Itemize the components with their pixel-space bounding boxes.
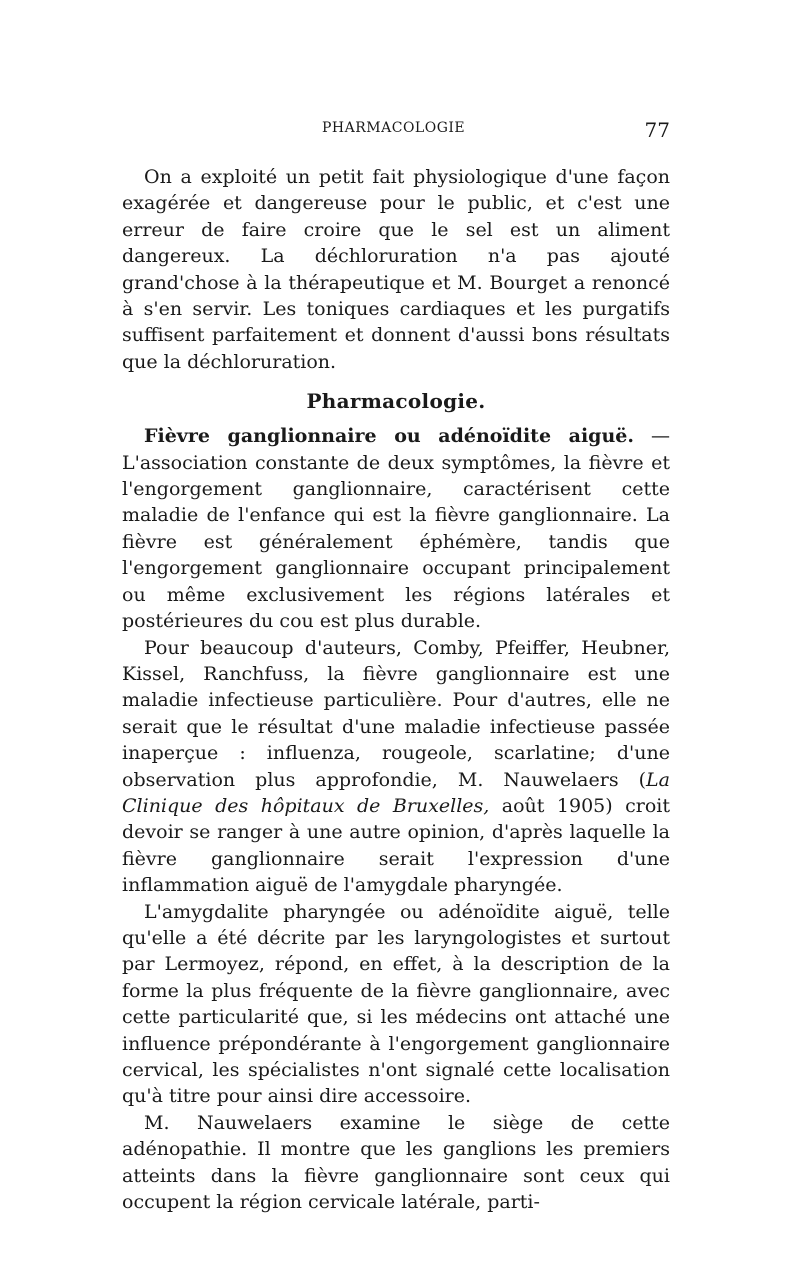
journal-title: La Clinique des hôpitaux de Bruxelles,	[122, 768, 670, 817]
running-head	[122, 118, 670, 144]
article-paragraph-2-text-b: août 1905) croit devoir se ranger à une autre opinion, d'après laquelle la fièvre ganglionnaire serait l'expression d'une inflammation aiguë de l'amygdale pharyngée.	[122, 794, 670, 897]
section-heading: Pharmacologie.	[306, 389, 486, 414]
article-subtitle: Fièvre ganglionnaire ou adénoïdite aiguë.	[144, 425, 634, 448]
article-paragraph-3: L'amygdalite pharyngée ou adénoïdite aiguë, telle qu'elle a été décrite par les laryngologistes et surtout par Lermoyez, répond, en effet, à la description de la forme la plus fréquente de la fièvre ganglionnaire, avec cette particularité que, si les médecins ont attaché une influence prépondérante à l'engorgement ganglionnaire cervical, les spécialistes n'ont signalé cette localisation qu'à titre pour ainsi dire accessoire.	[122, 900, 670, 1108]
article-paragraph-1-text: — L'association constante de deux symptômes, la fièvre et l'engorgement ganglionnaire, caractérisent cette maladie de l'enfance qui est la fièvre ganglionnaire. La fièvre est généralement éphémère, tandis que l'engorgement ganglionnaire occupant principalement ou même exclusivement les régions latérales et postérieures du cou est plus durable.	[122, 425, 670, 633]
article-paragraph-4: M. Nauwelaers examine le siège de cette adénopathie. Il montre que les ganglions les premiers atteints dans la fièvre ganglionnaire sont ceux qui occupent la région cervicale latérale, parti-	[122, 1111, 670, 1214]
intro-paragraph: On a exploité un petit fait physiologique d'une façon exagérée et dangereuse pour le public, et c'est une erreur de faire croire que le sel est un aliment dangereux. La déchloruration n'a pas ajouté grand'chose à la thérapeutique et M. Bourget a renoncé à s'en servir. Les toniques cardiaques et les purgatifs suffisent parfaitement et donnent d'aussi bons résultats que la déchloruration.	[122, 166, 670, 373]
article-paragraph-2	[122, 635, 670, 899]
article-paragraph-1	[122, 423, 670, 634]
page-number: 77	[644, 118, 670, 142]
page	[122, 118, 670, 1215]
article-paragraph-2-text-a: Pour beaucoup d'auteurs, Comby, Pfeiffer, Heubner, Kissel, Ranchfuss, la fièvre ganglionnaire est une maladie infectieuse particulière. Pour d'autres, elle ne serait que le résultat d'une maladie infectieuse passée inaperçue : influenza, rougeole, scarlatine; d'une observation plus approfondie, M. Nauwelaers (	[122, 636, 670, 791]
running-title: PHARMACOLOGIE	[322, 120, 466, 136]
